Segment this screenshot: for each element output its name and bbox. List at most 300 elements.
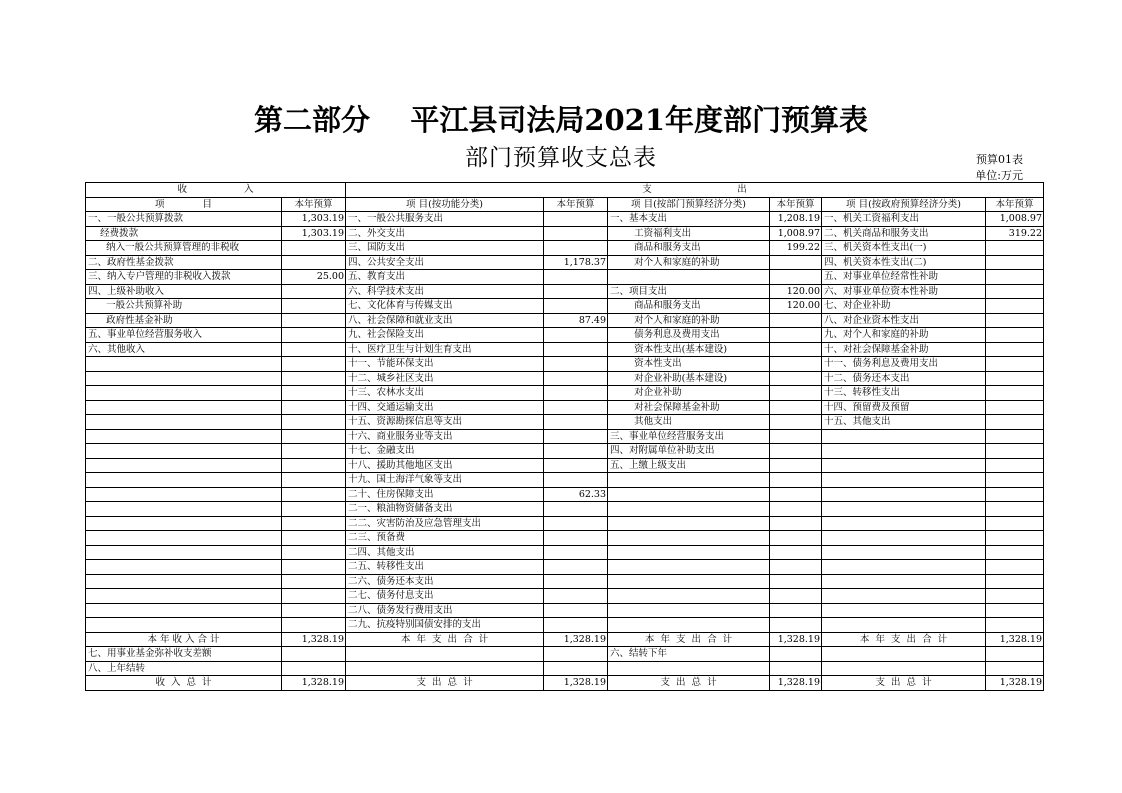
budget-value-cell: 1,328.19 bbox=[544, 632, 608, 647]
budget-value-cell bbox=[986, 386, 1044, 401]
budget-value-cell bbox=[282, 574, 346, 589]
item-label-cell bbox=[608, 603, 770, 618]
budget-value-cell bbox=[282, 313, 346, 328]
item-label-cell bbox=[822, 603, 986, 618]
form-number: 预算01表 bbox=[976, 153, 1023, 166]
budget-value-cell bbox=[986, 647, 1044, 662]
budget-value-cell bbox=[770, 647, 822, 662]
budget-value-cell bbox=[282, 241, 346, 256]
budget-value-cell: 1,328.19 bbox=[986, 632, 1044, 647]
budget-value-cell bbox=[544, 429, 608, 444]
item-label-cell: 资本性支出 bbox=[608, 357, 770, 372]
item-label-cell bbox=[86, 589, 282, 604]
item-label-cell: 七、用事业基金弥补收支差额 bbox=[86, 647, 282, 662]
item-label-cell: 商品和服务支出 bbox=[608, 299, 770, 314]
budget-value-cell bbox=[282, 502, 346, 517]
budget-value-cell bbox=[770, 661, 822, 676]
item-label-cell bbox=[86, 531, 282, 546]
budget-value-cell: 319.22 bbox=[986, 226, 1044, 241]
item-label-cell bbox=[608, 618, 770, 633]
budget-value-cell bbox=[770, 328, 822, 343]
table-row bbox=[86, 371, 1044, 386]
item-label-cell: 九、对个人和家庭的补助 bbox=[822, 328, 986, 343]
budget-value-cell bbox=[282, 342, 346, 357]
item-label-cell: 三、国防支出 bbox=[346, 241, 544, 256]
budget-value-cell bbox=[770, 574, 822, 589]
item-label-cell: 十八、援助其他地区支出 bbox=[346, 458, 544, 473]
table-row bbox=[86, 502, 1044, 517]
budget-value-cell bbox=[770, 560, 822, 575]
budget-value-cell bbox=[282, 299, 346, 314]
item-label-cell: 八、社会保障和就业支出 bbox=[346, 313, 544, 328]
budget-value-cell bbox=[986, 473, 1044, 488]
item-label-cell: 对社会保障基金补助 bbox=[608, 400, 770, 415]
table-body bbox=[86, 212, 1044, 691]
item-label-cell: 六、结转下年 bbox=[608, 647, 770, 662]
budget-value-cell bbox=[770, 531, 822, 546]
budget-value-cell bbox=[282, 415, 346, 430]
item-label-cell: 一、一般公共服务支出 bbox=[346, 212, 544, 227]
budget-value-cell bbox=[770, 444, 822, 459]
item-label-cell bbox=[822, 661, 986, 676]
item-label-cell bbox=[608, 531, 770, 546]
item-label-cell: 二六、债务还本支出 bbox=[346, 574, 544, 589]
item-label-cell bbox=[608, 574, 770, 589]
item-label-cell: 三、纳入专户管理的非税收入拨款 bbox=[86, 270, 282, 285]
budget-value-cell bbox=[986, 516, 1044, 531]
item-label-cell: 政府性基金补助 bbox=[86, 313, 282, 328]
table-row bbox=[86, 212, 1044, 227]
page-title: 第二部分 平江县司法局2021年度部门预算表 bbox=[253, 103, 869, 137]
budget-value-cell bbox=[282, 386, 346, 401]
item-label-cell: 二、政府性基金拨款 bbox=[86, 255, 282, 270]
item-label-cell: 十三、转移性支出 bbox=[822, 386, 986, 401]
item-label-cell: 四、机关资本性支出(二) bbox=[822, 255, 986, 270]
table-row bbox=[86, 545, 1044, 560]
item-label-cell: 本 年 支 出 合 计 bbox=[822, 632, 986, 647]
budget-value-cell bbox=[986, 270, 1044, 285]
table-row bbox=[86, 357, 1044, 372]
item-label-cell: 八、上年结转 bbox=[86, 661, 282, 676]
budget-value-cell bbox=[770, 400, 822, 415]
budget-value-cell bbox=[544, 400, 608, 415]
budget-value-cell bbox=[544, 444, 608, 459]
item-label-cell bbox=[822, 444, 986, 459]
item-label-cell bbox=[822, 473, 986, 488]
item-label-cell: 十二、债务还本支出 bbox=[822, 371, 986, 386]
budget-value-cell bbox=[770, 342, 822, 357]
item-label-cell: 十、对社会保障基金补助 bbox=[822, 342, 986, 357]
table-row bbox=[86, 284, 1044, 299]
budget-value-cell: 120.00 bbox=[770, 299, 822, 314]
item-label-cell bbox=[86, 429, 282, 444]
table-row bbox=[86, 342, 1044, 357]
budget-value-cell bbox=[986, 618, 1044, 633]
table-row bbox=[86, 661, 1044, 676]
item-label-cell bbox=[86, 357, 282, 372]
budget-value-cell bbox=[282, 618, 346, 633]
item-label-cell bbox=[86, 545, 282, 560]
budget-value-cell bbox=[282, 487, 346, 502]
col-header-budget: 本年预算 bbox=[544, 197, 608, 212]
budget-value-cell bbox=[544, 386, 608, 401]
item-label-cell: 五、上缴上级支出 bbox=[608, 458, 770, 473]
item-label-cell: 二八、债务发行费用支出 bbox=[346, 603, 544, 618]
budget-value-cell bbox=[986, 313, 1044, 328]
item-label-cell bbox=[86, 386, 282, 401]
item-label-cell bbox=[822, 545, 986, 560]
table-row bbox=[86, 255, 1044, 270]
item-label-cell bbox=[608, 487, 770, 502]
budget-value-cell bbox=[770, 516, 822, 531]
budget-value-cell bbox=[986, 400, 1044, 415]
item-label-cell: 十九、国土海洋气象等支出 bbox=[346, 473, 544, 488]
budget-value-cell bbox=[544, 574, 608, 589]
budget-value-cell bbox=[770, 415, 822, 430]
item-label-cell: 八、对企业资本性支出 bbox=[822, 313, 986, 328]
item-label-cell: 十一、债务利息及费用支出 bbox=[822, 357, 986, 372]
budget-value-cell: 1,208.19 bbox=[770, 212, 822, 227]
table-row bbox=[86, 560, 1044, 575]
column-header-row bbox=[86, 197, 1044, 212]
item-label-cell: 三、事业单位经营服务支出 bbox=[608, 429, 770, 444]
item-label-cell: 本 年 支 出 合 计 bbox=[608, 632, 770, 647]
item-label-cell bbox=[822, 429, 986, 444]
budget-value-cell bbox=[544, 502, 608, 517]
budget-value-cell bbox=[986, 328, 1044, 343]
item-label-cell: 十五、其他支出 bbox=[822, 415, 986, 430]
item-label-cell bbox=[608, 516, 770, 531]
item-label-cell bbox=[86, 473, 282, 488]
budget-value-cell bbox=[770, 502, 822, 517]
item-label-cell bbox=[822, 574, 986, 589]
budget-value-cell: 87.49 bbox=[544, 313, 608, 328]
col-header-budget: 本年预算 bbox=[282, 197, 346, 212]
budget-value-cell bbox=[282, 560, 346, 575]
budget-value-cell: 120.00 bbox=[770, 284, 822, 299]
item-label-cell: 六、科学技术支出 bbox=[346, 284, 544, 299]
budget-value-cell bbox=[544, 371, 608, 386]
item-label-cell: 二三、预备费 bbox=[346, 531, 544, 546]
table-row bbox=[86, 429, 1044, 444]
item-label-cell bbox=[822, 531, 986, 546]
item-label-cell bbox=[86, 400, 282, 415]
budget-value-cell bbox=[770, 603, 822, 618]
budget-value-cell bbox=[986, 458, 1044, 473]
budget-value-cell bbox=[544, 357, 608, 372]
item-label-cell: 本 年 收 入 合 计 bbox=[86, 632, 282, 647]
item-label-cell: 四、上级补助收入 bbox=[86, 284, 282, 299]
item-label-cell: 十七、金融支出 bbox=[346, 444, 544, 459]
budget-value-cell bbox=[282, 429, 346, 444]
table-row bbox=[86, 444, 1044, 459]
item-label-cell: 二、机关商品和服务支出 bbox=[822, 226, 986, 241]
budget-value-cell bbox=[770, 255, 822, 270]
item-label-cell bbox=[822, 618, 986, 633]
budget-value-cell bbox=[544, 516, 608, 531]
item-label-cell: 九、社会保险支出 bbox=[346, 328, 544, 343]
item-label-cell: 三、机关资本性支出(一) bbox=[822, 241, 986, 256]
item-label-cell bbox=[86, 444, 282, 459]
col-header-gov: 项 目(按政府预算经济分类) bbox=[822, 197, 986, 212]
budget-value-cell bbox=[544, 226, 608, 241]
item-label-cell: 二二、灾害防治及应急管理支出 bbox=[346, 516, 544, 531]
item-label-cell bbox=[86, 516, 282, 531]
item-label-cell: 二一、粮油物资储备支出 bbox=[346, 502, 544, 517]
item-label-cell bbox=[608, 270, 770, 285]
budget-value-cell bbox=[986, 342, 1044, 357]
item-label-cell bbox=[86, 603, 282, 618]
item-label-cell: 商品和服务支出 bbox=[608, 241, 770, 256]
budget-value-cell bbox=[282, 328, 346, 343]
budget-value-cell bbox=[770, 473, 822, 488]
budget-value-cell bbox=[282, 371, 346, 386]
budget-value-cell bbox=[986, 487, 1044, 502]
total-row bbox=[86, 632, 1044, 647]
total-row bbox=[86, 676, 1044, 691]
budget-value-cell bbox=[986, 357, 1044, 372]
item-label-cell: 收 入 总 计 bbox=[86, 676, 282, 691]
budget-value-cell bbox=[544, 415, 608, 430]
budget-value-cell bbox=[770, 487, 822, 502]
item-label-cell: 二、外交支出 bbox=[346, 226, 544, 241]
item-label-cell bbox=[86, 502, 282, 517]
item-label-cell: 五、教育支出 bbox=[346, 270, 544, 285]
budget-value-cell bbox=[544, 589, 608, 604]
table-row bbox=[86, 458, 1044, 473]
item-label-cell bbox=[608, 560, 770, 575]
item-label-cell: 二四、其他支出 bbox=[346, 545, 544, 560]
item-label-cell: 资本性支出(基本建设) bbox=[608, 342, 770, 357]
budget-value-cell bbox=[986, 299, 1044, 314]
expense-section-header: 支 出 bbox=[346, 183, 1044, 198]
table-row bbox=[86, 618, 1044, 633]
budget-value-cell bbox=[544, 270, 608, 285]
budget-value-cell bbox=[282, 545, 346, 560]
item-label-cell: 本 年 支 出 合 计 bbox=[346, 632, 544, 647]
budget-value-cell bbox=[770, 371, 822, 386]
item-label-cell: 十、医疗卫生与计划生育支出 bbox=[346, 342, 544, 357]
section-header-row bbox=[86, 183, 1044, 198]
budget-value-cell: 1,328.19 bbox=[770, 632, 822, 647]
col-header-budget: 本年预算 bbox=[986, 197, 1044, 212]
item-label-cell bbox=[608, 502, 770, 517]
item-label-cell bbox=[86, 487, 282, 502]
budget-value-cell bbox=[544, 241, 608, 256]
budget-value-cell bbox=[986, 444, 1044, 459]
item-label-cell: 纳入一般公共预算管理的非税收 bbox=[86, 241, 282, 256]
item-label-cell: 二五、转移性支出 bbox=[346, 560, 544, 575]
budget-value-cell: 62.33 bbox=[544, 487, 608, 502]
budget-value-cell bbox=[282, 357, 346, 372]
budget-summary-table bbox=[85, 182, 1044, 691]
table-row bbox=[86, 487, 1044, 502]
budget-value-cell bbox=[770, 357, 822, 372]
item-label-cell: 六、对事业单位资本性补助 bbox=[822, 284, 986, 299]
item-label-cell bbox=[822, 487, 986, 502]
table-row bbox=[86, 328, 1044, 343]
budget-value-cell bbox=[282, 531, 346, 546]
item-label-cell: 十四、交通运输支出 bbox=[346, 400, 544, 415]
budget-value-cell bbox=[986, 255, 1044, 270]
item-label-cell bbox=[822, 647, 986, 662]
item-label-cell: 七、文化体育与传媒支出 bbox=[346, 299, 544, 314]
budget-value-cell bbox=[770, 270, 822, 285]
item-label-cell bbox=[86, 415, 282, 430]
budget-value-cell bbox=[544, 531, 608, 546]
budget-value-cell: 1,008.97 bbox=[770, 226, 822, 241]
item-label-cell bbox=[822, 516, 986, 531]
budget-value-cell bbox=[544, 603, 608, 618]
budget-value-cell bbox=[770, 429, 822, 444]
item-label-cell: 债务利息及费用支出 bbox=[608, 328, 770, 343]
table-row bbox=[86, 589, 1044, 604]
budget-value-cell: 1,328.19 bbox=[770, 676, 822, 691]
table-row bbox=[86, 473, 1044, 488]
table-row bbox=[86, 270, 1044, 285]
item-label-cell bbox=[86, 458, 282, 473]
item-label-cell: 十四、预留费及预留 bbox=[822, 400, 986, 415]
item-label-cell: 支 出 总 计 bbox=[346, 676, 544, 691]
col-header-item: 项 目 bbox=[86, 197, 282, 212]
item-label-cell bbox=[86, 371, 282, 386]
item-label-cell bbox=[822, 589, 986, 604]
item-label-cell: 对企业补助 bbox=[608, 386, 770, 401]
budget-value-cell: 1,328.19 bbox=[282, 676, 346, 691]
item-label-cell: 二、项目支出 bbox=[608, 284, 770, 299]
item-label-cell: 一、一般公共预算拨款 bbox=[86, 212, 282, 227]
item-label-cell: 二九、抗疫特别国债安排的支出 bbox=[346, 618, 544, 633]
budget-value-cell bbox=[282, 473, 346, 488]
budget-value-cell bbox=[986, 574, 1044, 589]
table-row bbox=[86, 516, 1044, 531]
budget-value-cell bbox=[282, 589, 346, 604]
col-header-dept: 项 目(按部门预算经济分类) bbox=[608, 197, 770, 212]
budget-value-cell bbox=[986, 415, 1044, 430]
item-label-cell bbox=[608, 661, 770, 676]
budget-value-cell: 199.22 bbox=[770, 241, 822, 256]
budget-value-cell: 1,178.37 bbox=[544, 255, 608, 270]
table-row bbox=[86, 603, 1044, 618]
budget-value-cell bbox=[544, 545, 608, 560]
item-label-cell: 七、对企业补助 bbox=[822, 299, 986, 314]
col-header-func: 项 目(按功能分类) bbox=[346, 197, 544, 212]
table-row bbox=[86, 299, 1044, 314]
budget-value-cell bbox=[986, 589, 1044, 604]
item-label-cell: 十五、资源勘探信息等支出 bbox=[346, 415, 544, 430]
budget-value-cell: 1,008.97 bbox=[986, 212, 1044, 227]
table-row bbox=[86, 400, 1044, 415]
budget-value-cell bbox=[770, 545, 822, 560]
item-label-cell: 对企业补助(基本建设) bbox=[608, 371, 770, 386]
budget-value-cell bbox=[986, 560, 1044, 575]
item-label-cell bbox=[346, 647, 544, 662]
budget-value-cell bbox=[986, 371, 1044, 386]
budget-value-cell bbox=[544, 458, 608, 473]
table-row bbox=[86, 415, 1044, 430]
item-label-cell: 四、对附属单位补助支出 bbox=[608, 444, 770, 459]
unit-label: 单位:万元 bbox=[975, 169, 1023, 182]
budget-value-cell bbox=[986, 603, 1044, 618]
budget-value-cell bbox=[770, 618, 822, 633]
budget-value-cell bbox=[544, 647, 608, 662]
budget-value-cell bbox=[986, 545, 1044, 560]
item-label-cell: 十一、节能环保支出 bbox=[346, 357, 544, 372]
item-label-cell: 一般公共预算补助 bbox=[86, 299, 282, 314]
budget-value-cell bbox=[282, 661, 346, 676]
budget-value-cell: 1,328.19 bbox=[986, 676, 1044, 691]
budget-value-cell bbox=[770, 589, 822, 604]
item-label-cell bbox=[86, 574, 282, 589]
budget-value-cell bbox=[282, 516, 346, 531]
table-row bbox=[86, 241, 1044, 256]
budget-value-cell bbox=[544, 473, 608, 488]
item-label-cell: 十三、农林水支出 bbox=[346, 386, 544, 401]
budget-value-cell bbox=[986, 284, 1044, 299]
item-label-cell: 十二、城乡社区支出 bbox=[346, 371, 544, 386]
col-header-budget: 本年预算 bbox=[770, 197, 822, 212]
budget-value-cell bbox=[544, 661, 608, 676]
item-label-cell: 二十、住房保障支出 bbox=[346, 487, 544, 502]
budget-value-cell bbox=[282, 255, 346, 270]
table-row bbox=[86, 313, 1044, 328]
budget-value-cell bbox=[544, 342, 608, 357]
table-subtitle: 部门预算收支总表 bbox=[465, 145, 657, 171]
budget-value-cell: 1,303.19 bbox=[282, 212, 346, 227]
budget-value-cell bbox=[770, 458, 822, 473]
budget-value-cell bbox=[544, 328, 608, 343]
budget-value-cell bbox=[282, 284, 346, 299]
budget-value-cell bbox=[282, 647, 346, 662]
budget-value-cell bbox=[544, 284, 608, 299]
item-label-cell: 对个人和家庭的补助 bbox=[608, 313, 770, 328]
budget-value-cell bbox=[544, 618, 608, 633]
item-label-cell: 其他支出 bbox=[608, 415, 770, 430]
table-row bbox=[86, 531, 1044, 546]
budget-value-cell: 25.00 bbox=[282, 270, 346, 285]
budget-value-cell: 1,303.19 bbox=[282, 226, 346, 241]
income-section-header: 收 入 bbox=[86, 183, 346, 198]
item-label-cell bbox=[822, 502, 986, 517]
item-label-cell bbox=[86, 618, 282, 633]
item-label-cell bbox=[608, 473, 770, 488]
item-label-cell: 五、对事业单位经常性补助 bbox=[822, 270, 986, 285]
budget-value-cell bbox=[282, 458, 346, 473]
budget-value-cell bbox=[770, 313, 822, 328]
item-label-cell bbox=[86, 560, 282, 575]
item-label-cell: 工资福利支出 bbox=[608, 226, 770, 241]
item-label-cell: 经费拨款 bbox=[86, 226, 282, 241]
budget-value-cell bbox=[986, 241, 1044, 256]
budget-value-cell bbox=[544, 560, 608, 575]
item-label-cell: 十六、商业服务业等支出 bbox=[346, 429, 544, 444]
budget-value-cell bbox=[986, 661, 1044, 676]
budget-value-cell bbox=[282, 400, 346, 415]
budget-value-cell bbox=[986, 502, 1044, 517]
table-row bbox=[86, 386, 1044, 401]
budget-value-cell: 1,328.19 bbox=[544, 676, 608, 691]
budget-value-cell bbox=[544, 299, 608, 314]
item-label-cell: 四、公共安全支出 bbox=[346, 255, 544, 270]
budget-value-cell bbox=[544, 212, 608, 227]
item-label-cell bbox=[608, 589, 770, 604]
item-label-cell bbox=[822, 560, 986, 575]
item-label-cell: 对个人和家庭的补助 bbox=[608, 255, 770, 270]
table-row bbox=[86, 226, 1044, 241]
item-label-cell bbox=[822, 458, 986, 473]
budget-value-cell bbox=[282, 444, 346, 459]
budget-value-cell bbox=[986, 429, 1044, 444]
